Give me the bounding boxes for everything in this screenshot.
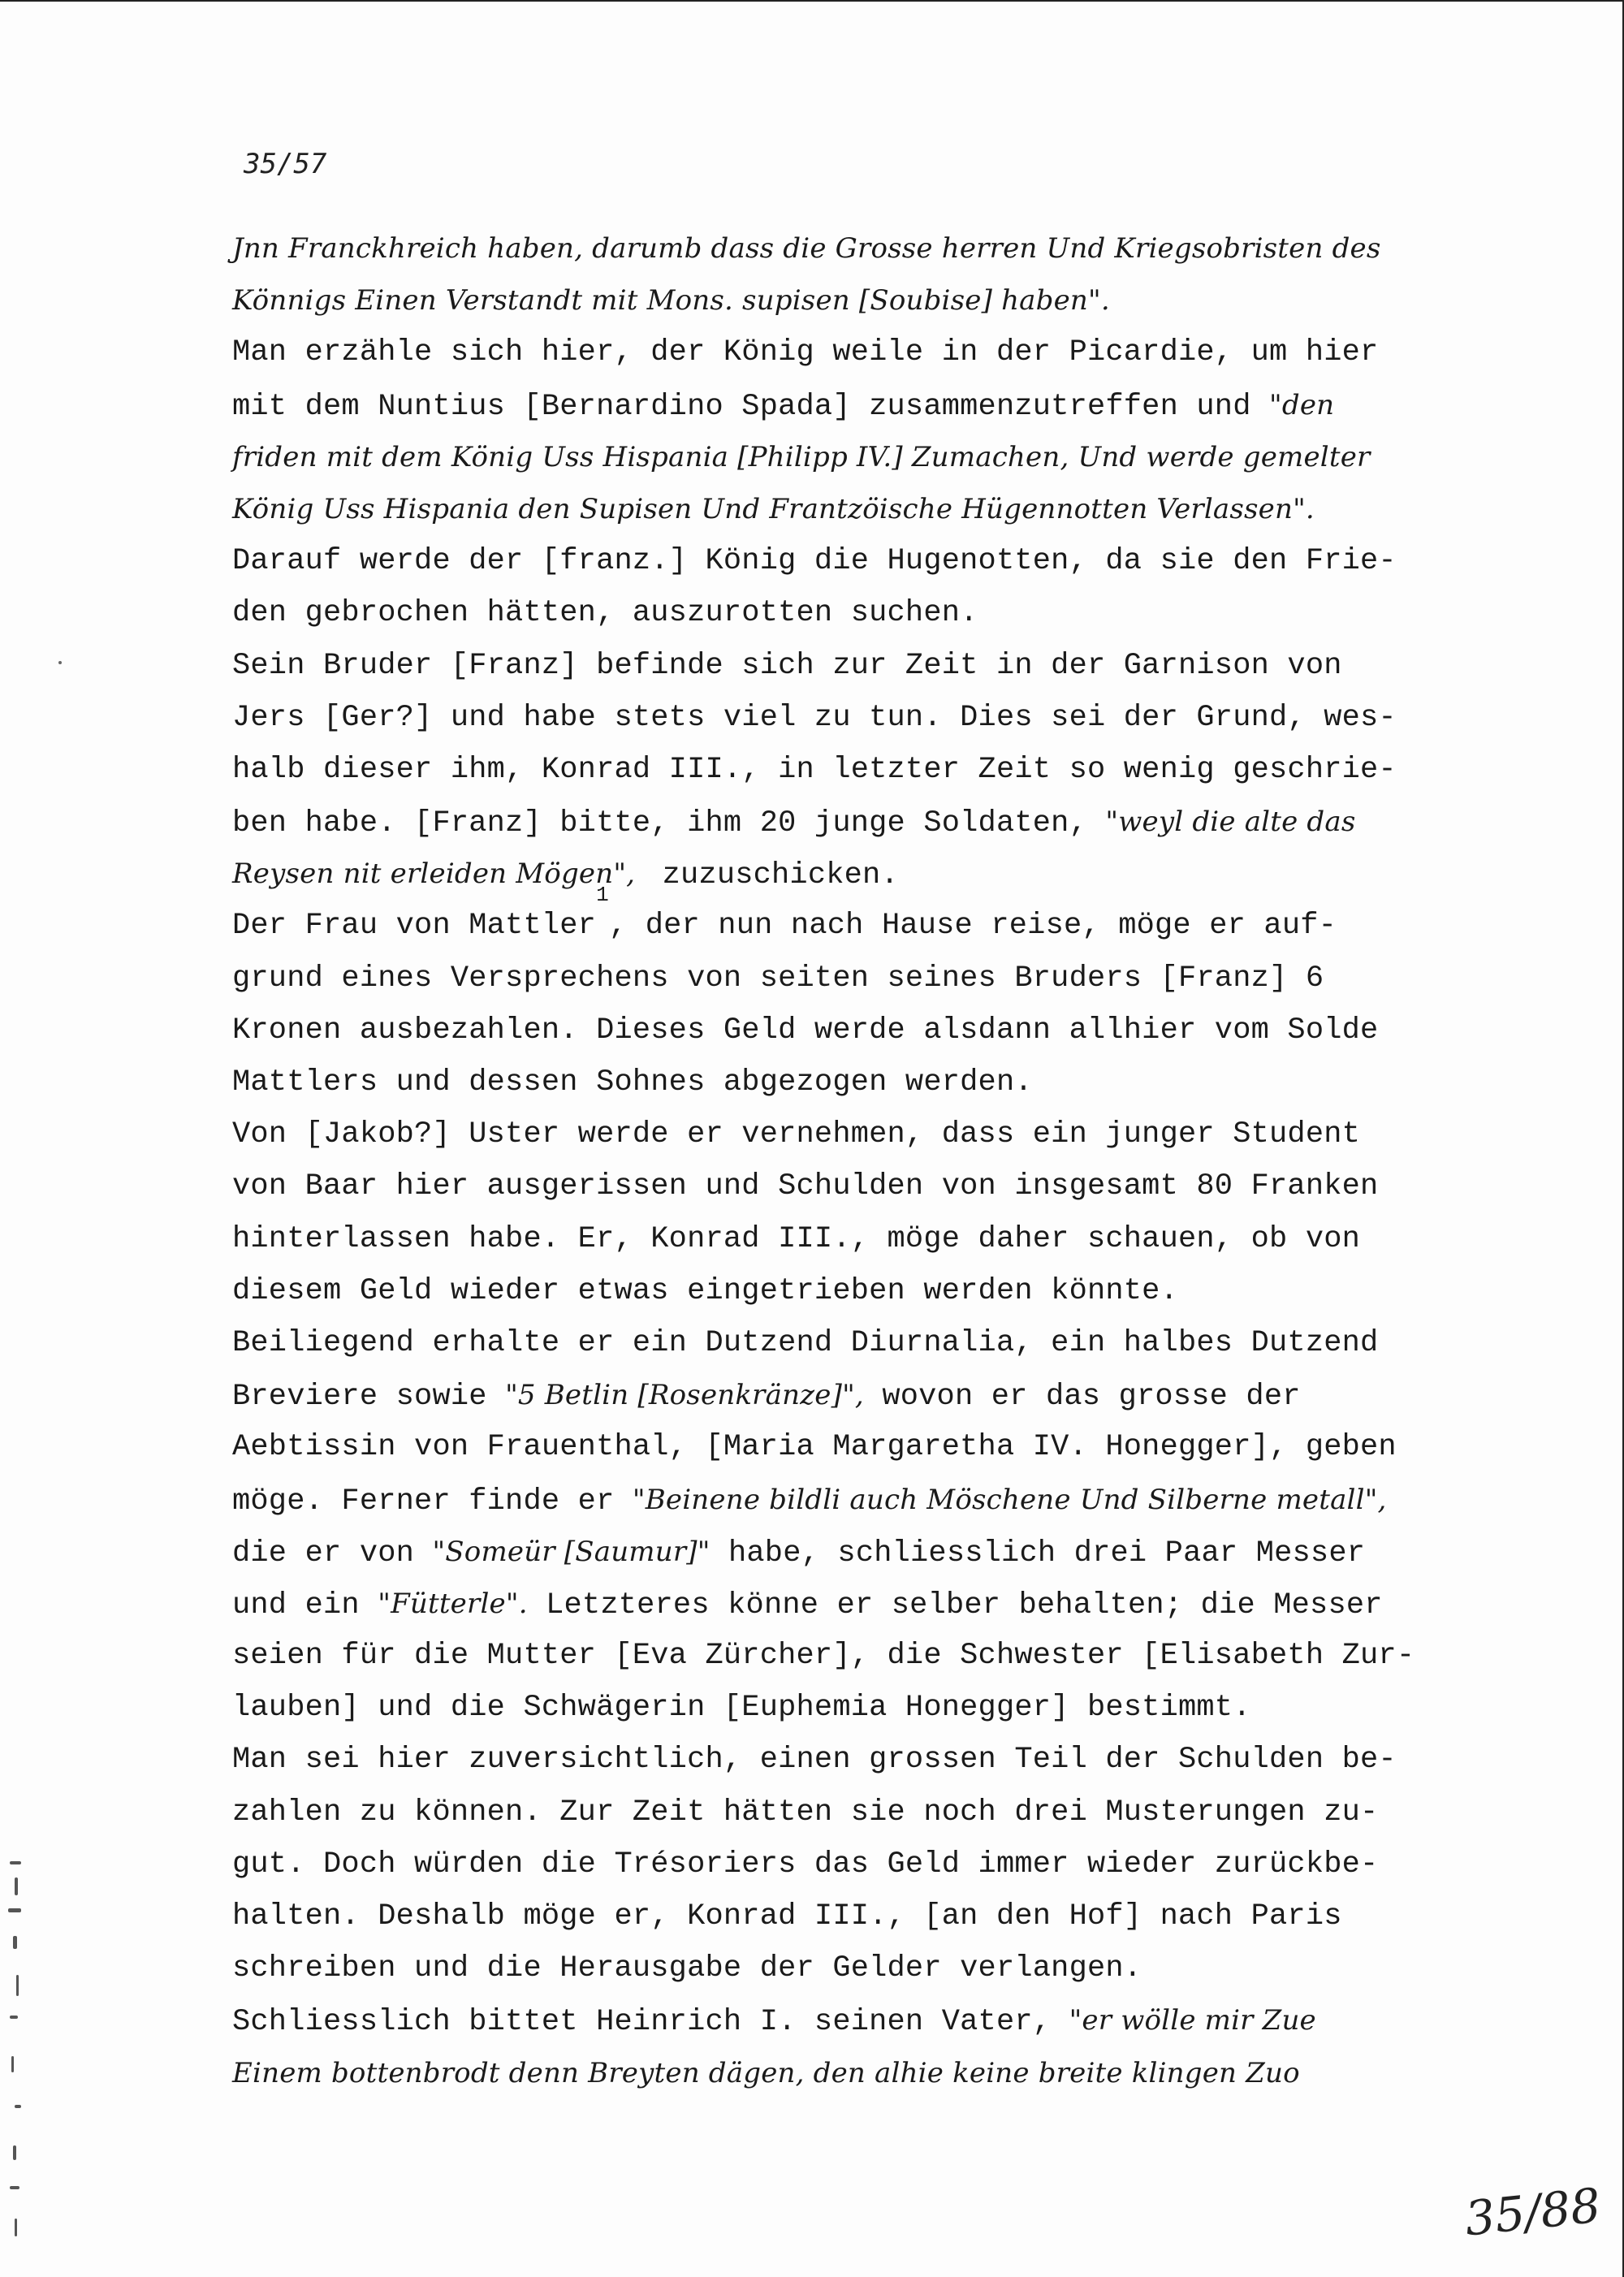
- line-text: mit dem Nuntius [Bernardino Spada] zusammenzutreffen und: [232, 389, 1270, 424]
- line-text: den gebrochen hätten, auszurotten suchen.: [232, 596, 978, 631]
- text-line: [232, 1787, 1531, 1838]
- line-text: und ein: [232, 1588, 378, 1622]
- line-text: habe, schliesslich drei Paar Messer: [710, 1536, 1366, 1571]
- text-line: [232, 1369, 1531, 1421]
- text-line: [232, 1890, 1531, 1942]
- text-line: [232, 1056, 1531, 1108]
- text-line: [232, 483, 1531, 535]
- text-line: [232, 535, 1531, 587]
- quoted-source-text: Einem bottenbrodt denn Breyten dägen, den alhie keine breite klingen Zuo: [232, 2056, 1300, 2089]
- text-line: [232, 1317, 1531, 1369]
- text-line: [232, 431, 1531, 483]
- quoted-source-text: Jnn Franckhreich haben, darumb dass die Grosse herren Und Kriegsobristen des: [232, 232, 1381, 265]
- quoted-source-text: "weyl die alte das: [1105, 806, 1356, 839]
- text-line: [232, 848, 1531, 900]
- text-line: [232, 1108, 1531, 1160]
- text-line: [232, 953, 1531, 1005]
- page-number: 35/57: [244, 148, 327, 180]
- line-text: hinterlassen habe. Er, Konrad III., möge daher schauen, ob von: [232, 1221, 1361, 1256]
- line-text: Kronen ausbezahlen. Dieses Geld werde alsdann allhier vom Solde: [232, 1013, 1379, 1048]
- line-text: lauben] und die Schwägerin [Euphemia Honegger] bestimmt.: [232, 1691, 1251, 1726]
- scan-speck: [58, 661, 62, 664]
- line-text: , der nun nach Hause reise, möge er auf-: [608, 909, 1337, 944]
- line-text: Letzteres könne er selber behalten; die Messer: [527, 1588, 1383, 1622]
- quoted-source-text: Könnigs Einen Verstandt mit Mons. supisen [Soubise] haben".: [232, 284, 1110, 318]
- line-text: halten. Deshalb möge er, Konrad III., [an den Hof] nach Paris: [232, 1899, 1342, 1934]
- line-text: seien für die Mutter [Eva Zürcher], die Schwester [Elisabeth Zur-: [232, 1639, 1415, 1674]
- text-line: [232, 1630, 1531, 1682]
- footnote-marker: 1: [596, 883, 609, 908]
- line-text: zuzuschicken.: [644, 858, 899, 893]
- text-line: [232, 587, 1531, 639]
- text-line: [232, 326, 1531, 378]
- text-line: [232, 1942, 1531, 1994]
- line-text: Breviere sowie: [232, 1380, 506, 1415]
- quoted-source-text: friden mit dem König Uss Hispania [Philipp IV.] Zumachen, Und werde gemelter: [232, 440, 1371, 473]
- line-text: die er von: [232, 1536, 433, 1571]
- line-text: Mattlers und dessen Sohnes abgezogen werden.: [232, 1065, 1033, 1100]
- text-line: [232, 274, 1531, 326]
- line-text: Jers [Ger?] und habe stets viel zu tun. Dies sei der Grund, wes-: [232, 700, 1397, 735]
- line-text: halb dieser ihm, Konrad III., in letzter Zeit so wenig geschrie-: [232, 752, 1397, 787]
- text-line: [232, 692, 1531, 744]
- margin-scan-marks: [6, 1861, 39, 2243]
- handwritten-folio-number: 35/88: [1462, 2177, 1604, 2247]
- text-line: [232, 796, 1531, 848]
- line-text: Man erzähle sich hier, der König weile in der Picardie, um hier: [232, 335, 1379, 370]
- line-text: Beiliegend erhalte er ein Dutzend Diurnalia, ein halbes Dutzend: [232, 1325, 1379, 1360]
- line-text: Darauf werde der [franz.] König die Hugenotten, da sie den Frie-: [232, 544, 1397, 579]
- quoted-source-text: "5 Betlin [Rosenkränze]",: [505, 1379, 864, 1412]
- line-text: Schliesslich bittet Heinrich I. seinen Vater,: [232, 2005, 1069, 2040]
- line-text: zahlen zu können. Zur Zeit hätten sie noch drei Musterungen zu-: [232, 1795, 1379, 1830]
- text-line: [232, 1734, 1531, 1786]
- line-text: ben habe. [Franz] bitte, ihm 20 junge Soldaten,: [232, 806, 1106, 841]
- text-line: [232, 1005, 1531, 1056]
- text-line: [232, 1578, 1531, 1630]
- line-text: Von [Jakob?] Uster werde er vernehmen, dass ein junger Student: [232, 1117, 1361, 1152]
- line-text: Man sei hier zuversichtlich, einen grossen Teil der Schulden be-: [232, 1743, 1397, 1778]
- text-line: [232, 1474, 1531, 1526]
- text-line: [232, 1526, 1531, 1578]
- document-body: [232, 223, 1531, 2099]
- quoted-source-text: "Fütterle".: [378, 1587, 528, 1620]
- line-text: möge. Ferner finde er: [232, 1484, 633, 1519]
- line-text: diesem Geld wieder etwas eingetrieben werden könnte.: [232, 1273, 1178, 1308]
- quoted-source-text: Reysen nit erleiden Mögen",: [232, 858, 645, 891]
- text-line: [232, 883, 1531, 952]
- text-line: [232, 640, 1531, 692]
- text-line: [232, 223, 1531, 274]
- line-text: Aebtissin von Frauenthal, [Maria Margaretha IV. Honegger], geben: [232, 1430, 1397, 1465]
- line-text: schreiben und die Herausgabe der Gelder verlangen.: [232, 1951, 1142, 1986]
- text-line: [232, 1421, 1531, 1473]
- text-line: [232, 1213, 1531, 1265]
- quoted-source-text: König Uss Hispania den Supisen Und Frantzöische Hügennotten Verlassen".: [232, 492, 1315, 525]
- text-line: [232, 2047, 1531, 2099]
- line-text: Der Frau von Mattler: [232, 909, 597, 944]
- quoted-source-text: "Beinene bildli auch Möschene Und Silberne metall",: [632, 1483, 1387, 1516]
- text-line: [232, 1682, 1531, 1734]
- quoted-source-text: "Someür [Saumur]": [432, 1535, 710, 1568]
- line-text: wovon er das grosse der: [863, 1380, 1301, 1415]
- text-line: [232, 379, 1531, 431]
- quoted-source-text: "den: [1269, 388, 1335, 421]
- line-text: gut. Doch würden die Trésoriers das Geld immer wieder zurückbe-: [232, 1847, 1379, 1882]
- text-line: [232, 1160, 1531, 1212]
- text-line: [232, 744, 1531, 796]
- line-text: grund eines Versprechens von seiten seines Bruders [Franz] 6: [232, 961, 1324, 996]
- text-line: [232, 1265, 1531, 1317]
- text-line: [232, 1838, 1531, 1890]
- text-line: [232, 1994, 1531, 2046]
- quoted-source-text: "er wölle mir Zue: [1069, 2004, 1316, 2037]
- line-text: Sein Bruder [Franz] befinde sich zur Zeit in der Garnison von: [232, 648, 1342, 683]
- line-text: von Baar hier ausgerissen und Schulden von insgesamt 80 Franken: [232, 1169, 1379, 1204]
